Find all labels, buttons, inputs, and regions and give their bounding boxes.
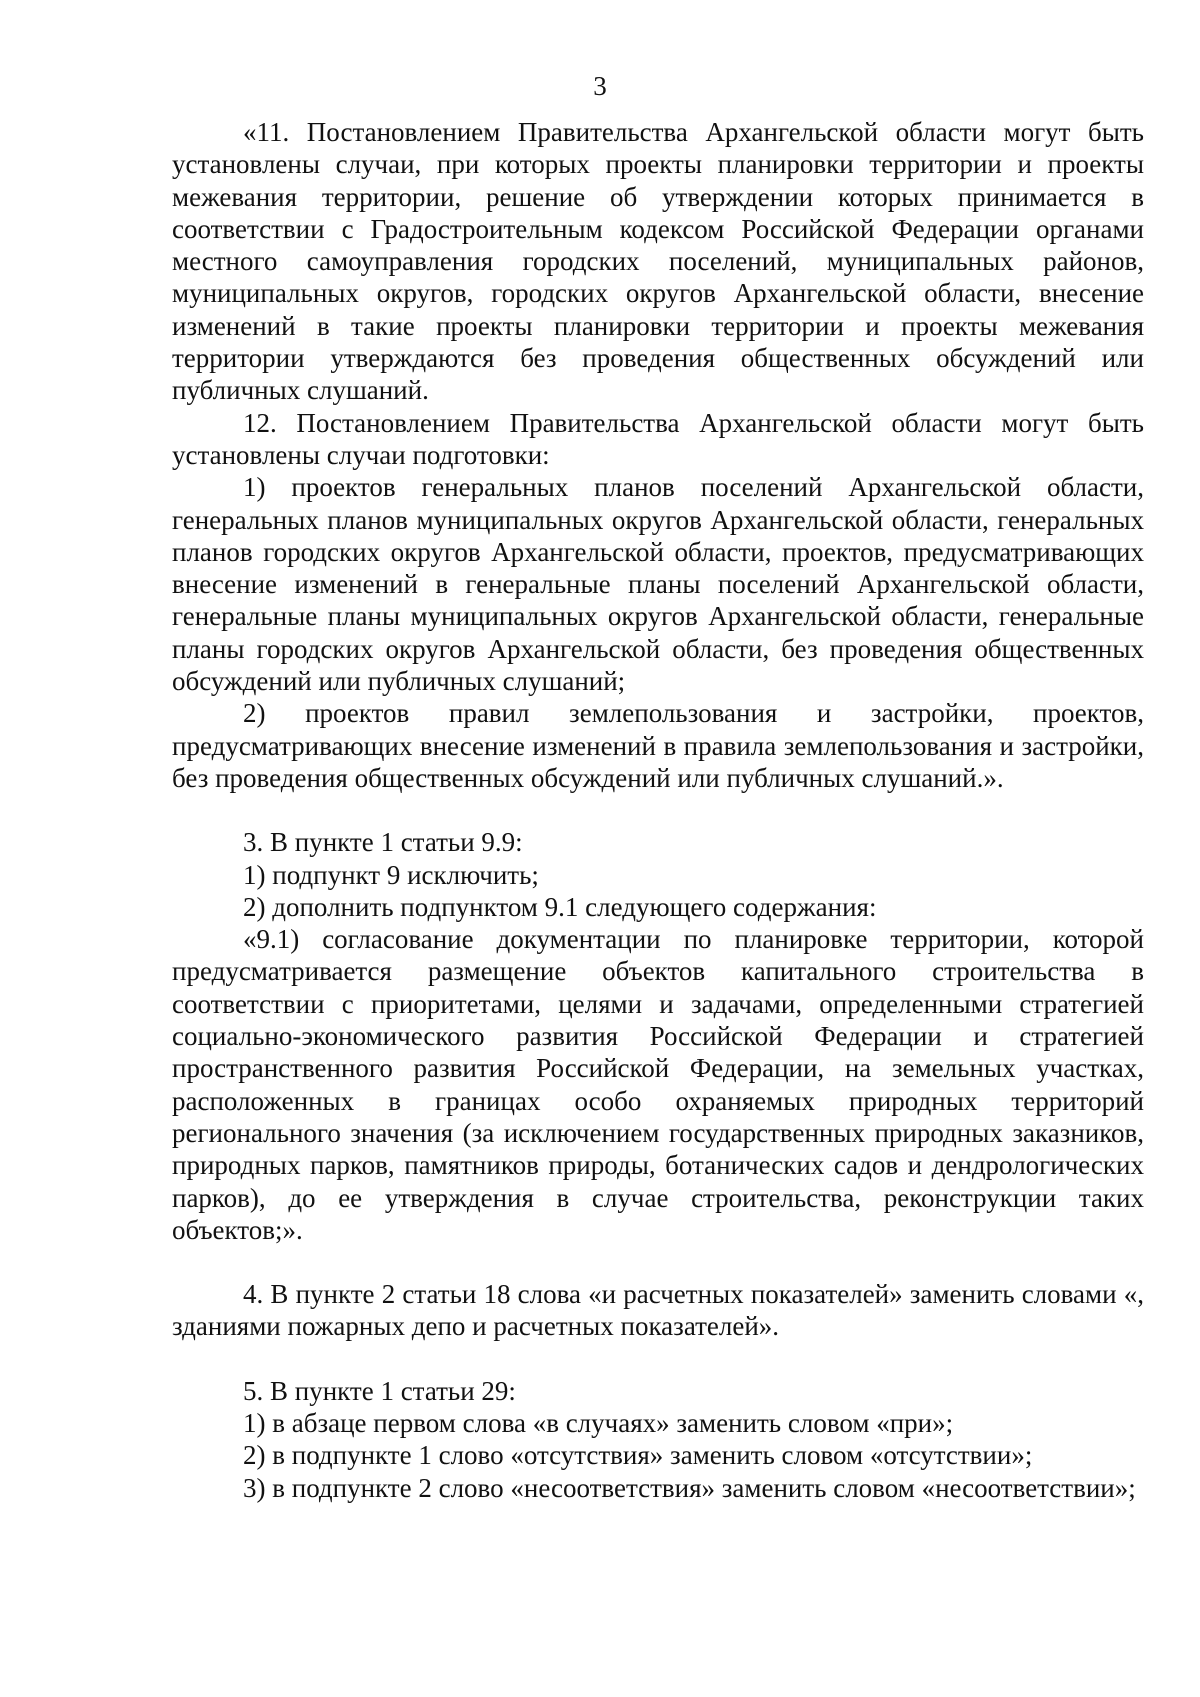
- paragraph-4: 4. В пункте 2 статьи 18 слова «и расчетных показателей» заменить словами «, зданиями пожарных депо и расчетных показателей».: [172, 1279, 1144, 1342]
- paragraph-5-heading: 5. В пункте 1 статьи 29:: [243, 1375, 516, 1406]
- paragraph-spacer: [172, 1343, 1144, 1375]
- paragraph-spacer: [172, 1246, 1144, 1278]
- paragraph-5-item-1: 1) в абзаце первом слова «в случаях» заменить словом «при»;: [243, 1407, 954, 1438]
- paragraph-5-item-2: 2) в подпункте 1 слово «отсутствия» заменить словом «отсутствии»;: [243, 1440, 1033, 1471]
- paragraph-11: «11. Постановлением Правительства Архангельской области могут быть установлены случаи, при которых проекты планировки территории и проекты межевания территории, решение об утверждении которых принимается в соответствии с Градостроительным кодексом Российской Федерации органами местного самоуправления городских поселений, муниципальных районов, муниципальных округов, городских округов Архангельской области, внесение изменений в такие проекты планировки территории и проекты межевания территории утверждаются без проведения общественных обсуждений или публичных слушаний.: [172, 117, 1144, 406]
- paragraph-spacer: [172, 794, 1144, 826]
- paragraph-3-heading: 3. В пункте 1 статьи 9.9:: [243, 827, 523, 858]
- page-number: 3: [593, 71, 607, 101]
- paragraph-12-item-1: 1) проектов генеральных планов поселений Архангельской области, генеральных планов муниципальных округов Архангельской области, генеральных планов городских округов Архангельской области, проектов, предусматривающих внесение изменений в генеральные планы поселений Архангельской области, генеральные планы муниципальных округов Архангельской области, генеральные планы городских округов Архангельской области, без проведения общественных обсуждений или публичных слушаний;: [172, 472, 1144, 697]
- paragraph-3-item-1: 1) подпункт 9 исключить;: [243, 859, 539, 890]
- paragraph-12-item-2: 2) проектов правил землепользования и застройки, проектов, предусматривающих внесение изменений в правила землепользования и застройки, без проведения общественных обсуждений или публичных слушаний.».: [172, 698, 1144, 793]
- paragraph-5-item-3: 3) в подпункте 2 слово «несоответствия» заменить словом «несоответствии»;: [243, 1472, 1136, 1503]
- paragraph-3-item-9-1: «9.1) согласование документации по планировке территории, которой предусматривается размещение объектов капитального строительства в соответствии с приоритетами, целями и задачами, определенными стратегией социально-экономического развития Российской Федерации и стратегией пространственного развития Российской Федерации, на земельных участках, расположенных в границах особо охраняемых природных территорий регионального значения (за исключением государственных природных заказников, природных парков, памятников природы, ботанических садов и дендрологических парков), до ее утверждения в случае строительства, реконструкции таких объектов;».: [172, 924, 1144, 1245]
- document-body: [172, 116, 1144, 1504]
- paragraph-12: 12. Постановлением Правительства Архангельской области могут быть установлены случаи подготовки:: [172, 407, 1144, 470]
- paragraph-3-item-2: 2) дополнить подпунктом 9.1 следующего содержания:: [243, 891, 877, 922]
